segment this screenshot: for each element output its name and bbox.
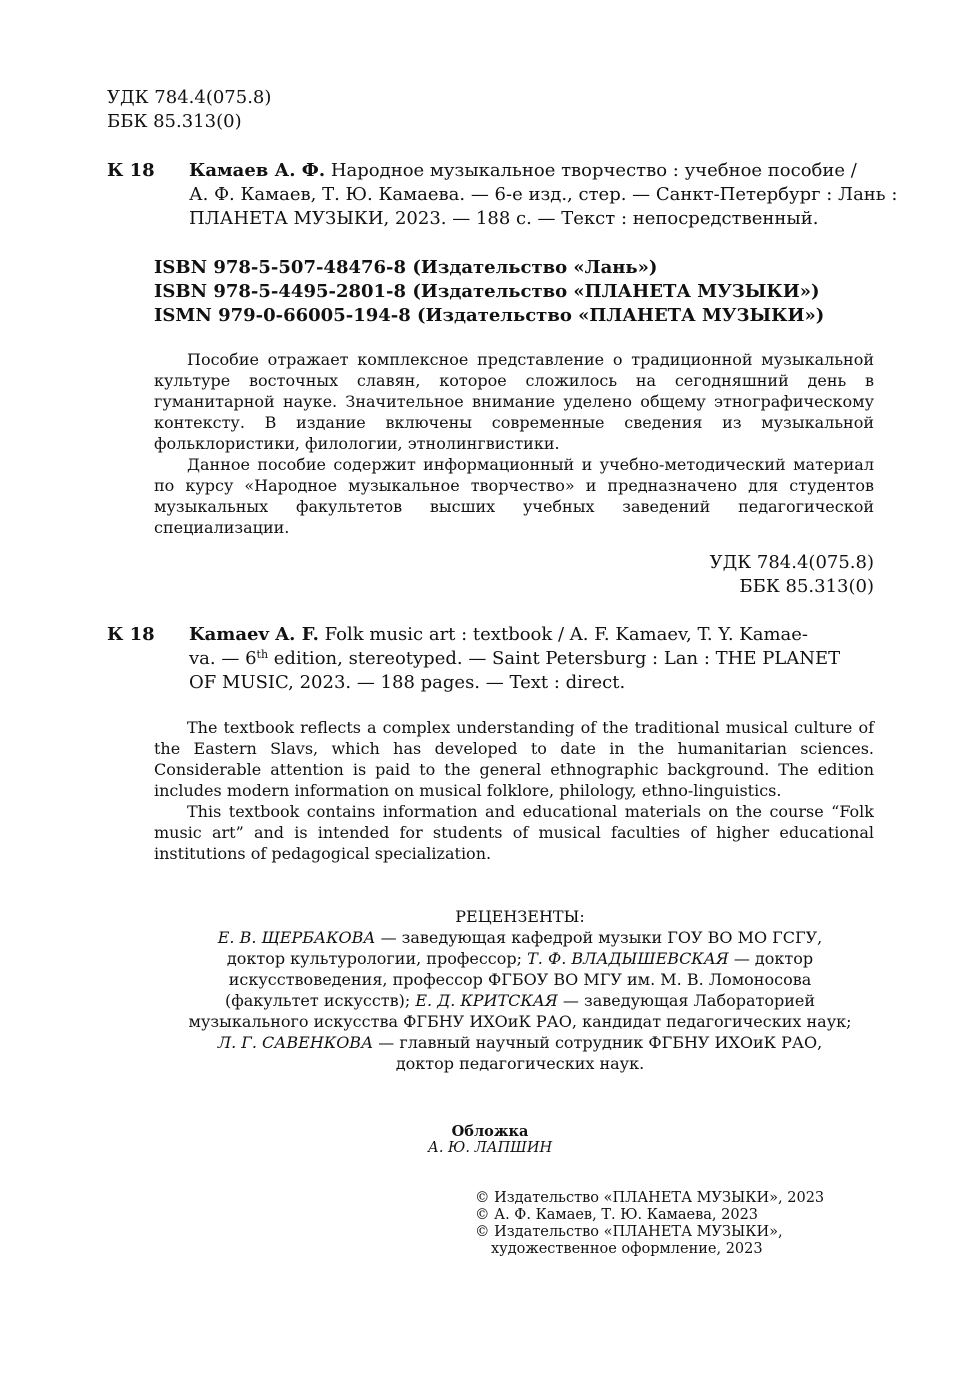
- copyright-line-3: © Издательство «ПЛАНЕТА МУЗЫКИ»,: [475, 1224, 783, 1240]
- udk-code: УДК 784.4(075.8): [107, 87, 272, 108]
- reviewer-2-faculty: (факультет искусств);: [224, 991, 416, 1010]
- copyright-line-4: художественное оформление, 2023: [491, 1241, 763, 1257]
- reviewer-3-name: Е. Д. КРИТСКАЯ: [415, 991, 558, 1010]
- reviewers-line-1: [140, 927, 900, 948]
- edition-post: edition, stereotyped. — Saint Petersburg : Lan : THE PLANET: [268, 648, 841, 669]
- bbk-code-right: ББК 85.313(0): [739, 576, 874, 597]
- reviewers-line-4: [140, 990, 900, 1011]
- copyright-line-2: © А. Ф. Камаев, Т. Ю. Камаева, 2023: [475, 1207, 759, 1223]
- en-record-line-1: [189, 623, 808, 647]
- reviewers-line-2: [140, 948, 900, 969]
- title-text-en: Folk music art : textbook / A. F. Kamaev, T. Y. Kamae-: [318, 624, 809, 645]
- bbk-code: ББК 85.313(0): [107, 111, 242, 132]
- record-line-2: А. Ф. Камаев, Т. Ю. Камаева. — 6-е изд., стер. — Санкт-Петербург : Лань :: [189, 184, 898, 205]
- reviewer-1-degree: доктор культурологии, профессор;: [226, 949, 528, 968]
- ismn-planeta: ISMN 979-0-66005-194-8 (Издательство «ПЛАНЕТА МУЗЫКИ»): [154, 305, 825, 326]
- title-text: Народное музыкальное творчество : учебное пособие /: [325, 160, 857, 181]
- cover-label: Обложка: [451, 1123, 529, 1140]
- ru-abstract-paragraph-2: Данное пособие содержит информационный и учебно-методический материал по курсу «Народное музыкальное творчество» и предназначено для студентов музыкальных факультетов высших учебных заведений педагогической специализации.: [154, 455, 874, 537]
- reviewer-2-name: Т. Ф. ВЛАДЫШЕВСКАЯ: [527, 949, 729, 968]
- isbn-lan: ISBN 978-5-507-48476-8 (Издательство «Лань»): [154, 257, 658, 278]
- reviewers-line-6: [140, 1032, 900, 1053]
- udk-code-right: УДК 784.4(075.8): [709, 552, 874, 573]
- cover-artist: А. Ю. ЛАПШИН: [427, 1140, 553, 1156]
- en-abstract: [154, 717, 874, 864]
- reviewers-line-7: доктор педагогических наук.: [395, 1054, 645, 1073]
- reviewers-line-3: искусствоведения, профессор ФГБОУ ВО МГУ им. М. В. Ломоносова: [228, 970, 812, 989]
- isbn-block: [154, 256, 824, 328]
- copyright-line-1: © Издательство «ПЛАНЕТА МУЗЫКИ», 2023: [475, 1190, 825, 1206]
- library-code-en: К 18: [107, 624, 155, 645]
- cover-credit: [390, 1123, 590, 1157]
- edition-superscript: th: [256, 648, 269, 661]
- reviewer-1-text: — заведующая кафедрой музыки ГОУ ВО МО ГСГУ,: [375, 928, 823, 947]
- record-line-1: [189, 159, 857, 183]
- en-abstract-paragraph-2: This textbook contains information and educational materials on the course “Folk music art” and is intended for students of musical faculties of higher educational institutions of pedagogical specialization.: [154, 802, 874, 863]
- edition-pre: va. — 6: [189, 648, 257, 669]
- reviewer-2-text: — доктор: [728, 949, 814, 968]
- ru-abstract-paragraph-1: Пособие отражает комплексное представление о традиционной музыкальной культуре восточных славян, которое сложилось на сегодняшний день в гуманитарной науке. Значительное внимание уделено общему этнографическому контексту. В издание включены современные сведения из музыкальной фольклористики, филологии, этнолингвистики.: [154, 350, 874, 453]
- library-code: К 18: [107, 160, 155, 181]
- classification-top: [107, 86, 271, 134]
- reviewers-heading: РЕЦЕНЗЕНТЫ:: [455, 907, 585, 926]
- ru-abstract: [154, 349, 874, 538]
- reviewer-3-text: — заведующая Лабораторией: [557, 991, 816, 1010]
- isbn-planeta: ISBN 978-5-4495-2801-8 (Издательство «ПЛАНЕТА МУЗЫКИ»): [154, 281, 820, 302]
- author-name: Камаев А. Ф.: [189, 160, 326, 181]
- reviewer-4-name: Л. Г. САВЕНКОВА: [217, 1033, 374, 1052]
- classification-right: [600, 551, 874, 599]
- reviewer-1-name: Е. В. ЩЕРБАКОВА: [217, 928, 376, 947]
- en-record-line-3: OF MUSIC, 2023. — 188 pages. — Text : direct.: [189, 672, 626, 693]
- en-record-line-2: [189, 647, 840, 671]
- record-line-3: ПЛАНЕТА МУЗЫКИ, 2023. — 188 с. — Текст : непосредственный.: [189, 208, 819, 229]
- en-abstract-paragraph-1: The textbook reflects a complex understanding of the traditional musical culture of the Eastern Slavs, which has developed to date in the humanitarian sciences. Considerable attention is paid to the general ethnographic background. The edition includes modern information on musical folklore, philology, ethno-linguistics.: [154, 718, 874, 800]
- reviewers-block: [140, 906, 900, 1074]
- author-name-en: Kamaev A. F.: [189, 624, 319, 645]
- reviewers-line-5: музыкального искусства ФГБНУ ИХОиК РАО, кандидат педагогических наук;: [188, 1012, 852, 1031]
- reviewer-4-text: — главный научный сотрудник ФГБНУ ИХОиК РАО,: [373, 1033, 823, 1052]
- copyright-block: [475, 1190, 824, 1258]
